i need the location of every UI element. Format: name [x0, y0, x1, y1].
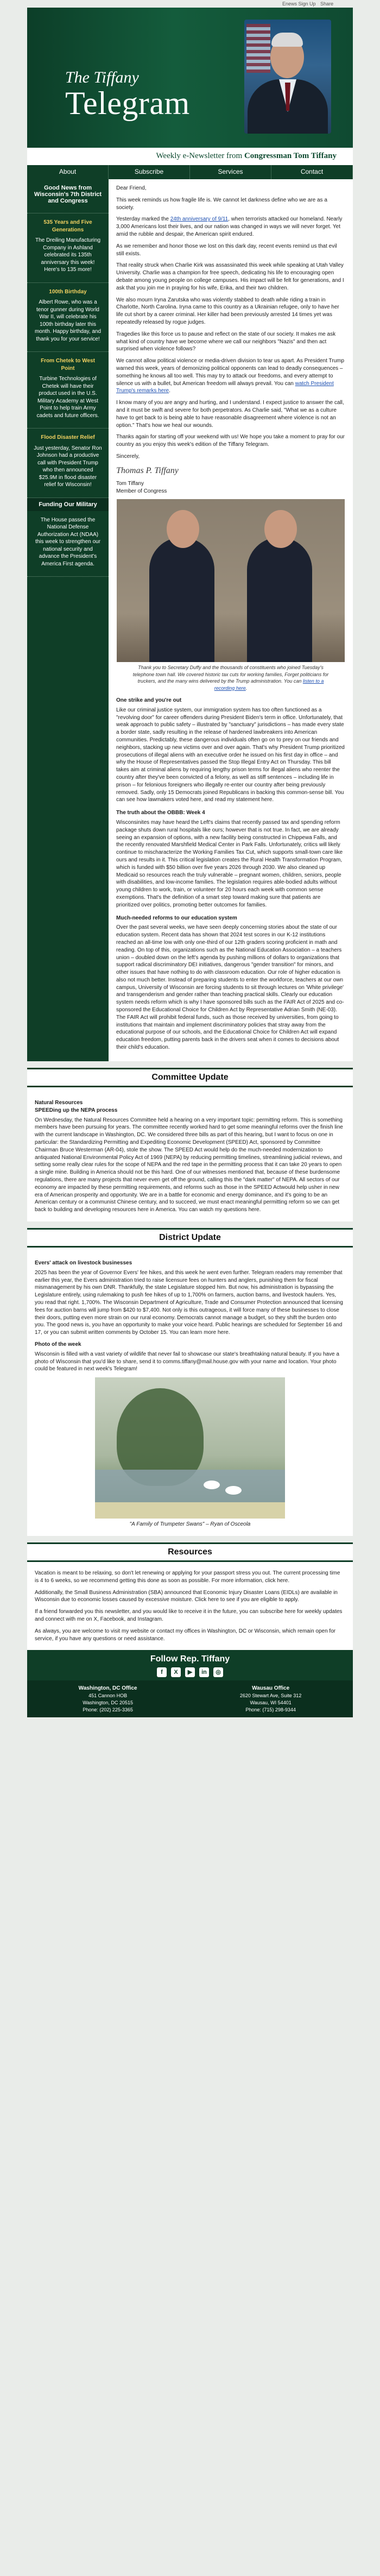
- article-text: 2025 has been the year of Governor Evers' fee hikes, and this week he went even further. Telegram readers may remember that earlier this year, the Evers administration tried to raise licensure fees on hunters and anglers, punishing them for fiscal mismanagement by his own DNR. Thankfully, the state Legislature stopped him. But now, his administration is bypassing the Legislature entirely, using rulemaking to push fee hikes of up to 1,700% on farmers, auction barns, and livestock haulers. Yes, you read that right. 1,700%. The Wisconsin Department of Agriculture, Trade and Consumer Protection announced that licensing fees for auction barns will jump from $420 to $7,400. Not only is this outrageous, it will force many of these businesses to close their doors, putting even more strain on our rural economy. Democrats cannot manage a budget, so they shift the burden onto you. The good news is, you have an opportunity to make your voice heard. Public hearings are scheduled for September 16 and 17, or you can submit written comments by October 15. You can learn more here.: [35, 1269, 343, 1336]
- article-text: On Wednesday, the Natural Resources Committee held a hearing on a very important topic: permitting reform. This is something members have been pursuing for years. The committee recently worked hard to get some meaningful reforms over the finish line with the current landscape in Washington, DC. We considered three bills as part of this hearing, but I want to focus on one in particular: the Standardizing Permitting and Expediting Economic Development (SPEED) Act, sponsored by Committee Chairman Bruce Westerman (AR-04), stole the show. The SPEED Act would help do the much-needed modernization to antiquated National Environmental Policy Act of 1969 (NEPA) by reducing permitting timelines, streamlining judicial reviews, and setting some really clear rules for the scope of NEPA and the red tape in the permitting process that it can take 20 years to open a single mine. Building in America should not be this hard. One of our witnesses mentioned that, because of these burdensome regulations, there are many projects that never even get off the ground, calling this the "dark matter" of NEPA. All sectors of our economy are impacted by these permitting requirements, and reforms such as those in the SPEED Actwould help usher in new era of American prosperity and opportunity. We are in a battle for economic and energy dominance, and it's going to be an American century or a communist Chinese century, and to succeed, we must enact meaningful permitting reform so we can get back to building and developing resources here in America. You can watch my questions here.: [35, 1117, 343, 1213]
- sidebar-item-text[interactable]: The House passed the National Defense Authorization Act (NDAA) this week to strengthen our national security and advance the President's America First agenda.: [35, 517, 101, 567]
- social-icons: [27, 1667, 353, 1677]
- office-phone: Phone: (715) 298-9344: [245, 1706, 296, 1712]
- facebook-icon[interactable]: f: [157, 1667, 167, 1677]
- text-run: , when terrorists attacked our homeland. Nearly 3,000 Americans lost their lives, and our nation was changed in ways we will never forget. Yet amid the rubble and despair, the American spirit endured.: [116, 216, 343, 237]
- sidebar-item-text[interactable]: Just yesterday, Senator Ron Johnson had a productive call with President Trump who then announced $25.9M in flood disaster relief for Wisconsin!: [34, 445, 102, 488]
- sidebar-item-text[interactable]: Turbine Technologies of Chetek will have their product used in the U.S. Military Academy at West Point to help train Army cadets and future officers.: [36, 376, 99, 419]
- x-icon[interactable]: X: [171, 1667, 181, 1677]
- share-link[interactable]: Share: [320, 1, 334, 7]
- article-heading: The truth about the OBBB: Week 4: [116, 810, 205, 816]
- sidebar: [27, 179, 109, 1061]
- article-text: Like our criminal justice system, our immigration system has too often functioned as a "revolving door" for career offenders during President Biden's term in office. Unfortunately, that weak approach to public safety – illustrated by "sanctuary" jurisdictions – has made every state a border state, sadly resulting in the release of hardened lawbreakers into American communities. Predictably, these dangerous individuals often go on to prey on our friends and neighbors, stacking up new victims over and over again. That's why President Trump prioritized prosecutions of illegal aliens with an executive order he issued on his first day in office – and why the House of Representatives passed the Stop Illegal Entry Act on Thursday. This bill takes aim at criminal aliens by requiring lengthy prison terms for illegal aliens who reenter the country after they've been convicted of a felony, as well as stiff sentences – including life in prison – for felonious foreigners who illegally re-enter our country after being previously removed. Sadly, only 15 Democrats joined Republicans in backing this common-sense bill. You can see how lawmakers voted here, and read my statement here.: [116, 707, 345, 803]
- signature: Thomas P. Tiffany: [116, 465, 179, 475]
- office-phone: Phone: (202) 225-3365: [83, 1706, 133, 1712]
- sidebar-item-text[interactable]: Albert Rowe, who was a tenor gunner during World War II, will celebrate his 100th birthday later this month. Happy birthday, and thank you for your service!: [34, 299, 102, 342]
- signer-block: [116, 480, 345, 495]
- person-figure: [149, 537, 214, 662]
- sidebar-filler: [27, 577, 109, 816]
- article-heading: Evers' attack on livestock businesses: [35, 1259, 132, 1266]
- resources-body: [27, 1566, 353, 1650]
- article-text: Wisconsin is filled with a vast variety of wildlife that never fail to showcase our state's breathtaking natural beauty. If you have a photo of Wisconsin that you'd like to share, send it to comms.tiffany@mail.house.gov with your name and location. Your photo could be featured in next week's Telegram!: [35, 1351, 339, 1372]
- portrait-hair: [271, 33, 303, 47]
- town-hall-photo: [117, 499, 345, 662]
- sidebar-item-title: From Chetek to West Point: [41, 358, 95, 371]
- sidebar-item-title: Flood Disaster Relief: [41, 434, 95, 440]
- section-title: Resources: [27, 1542, 353, 1562]
- subtitle-prefix: Weekly e-Newsletter from: [156, 152, 244, 160]
- sidebar-item-westpoint: [27, 352, 109, 429]
- greeting: Dear Friend,: [116, 185, 147, 191]
- article-text: If a friend forwarded you this newsletter, and you would like to receive it in the future, you can subscribe here for weekly updates and connect with me on X, Facebook, and Instagram.: [35, 1609, 343, 1622]
- two-column-body: [27, 179, 353, 1061]
- congressman-portrait: [244, 20, 331, 134]
- instagram-icon[interactable]: ◎: [213, 1667, 223, 1677]
- letter-paragraph: [116, 216, 345, 238]
- article-text: Over the past several weeks, we have seen deeply concerning stories about the state of our education system. Recent data has shown that 2024 test scores in our K-12 institutions reached an all-time low with only one-third of our 12th graders scoring proficient in math and reading. On top of this, organizations such as the National Education Association – a teachers union – doubled down on the left's agenda by pushing millions of dollars to organizations that support radical discriminatory DEI initiatives, dangerous "gender transition" for minors, and other issues that have nothing to do with classroom education. Our role of higher education is also not much better. Instead of preparing students to enter the workforce, teachers at our own campus, University of Wisconsin are forcing students to sit through lectures on 'White privilege' and transgenderism and gender rather than teaching practical skills. Clearly our education system needs reform which is why I have sponsored bills such as the FAIR Act of 2025 and co-sponsored the Educational Choice for Children Act by Representative Adrian Smith (NE-03). The FAIR Act will prohibit federal funds, such as those received by universities, from going to institutions that maintain and implement discriminatory policies that stray away from the educational purpose of our schools, and the Educational Choice for Children Act will expand education freedom, putting parents back in the drivers seat when it comes to decisions about their child's education.: [116, 924, 344, 1051]
- article-text: Wisconsinites may have heard the Left's claims that recently passed tax and spending reform package shuts down rural hospitals like ours; however that is not true. In fact, we are already seeing an expansion of options, with a new facility being constructed in Chippewa Falls, and the recently renovated Marshfield Medical Center in Park Falls. Unfortunately, critics will likely continue to mischaracterize the Working Families Tax Cut, which supports small-town care like ours and results in it. This critical legislation creates the Rural Health Transformation Program, which is funded with $50 billion over five years 2026 through 2030. We also cleaned up Medicaid so resources reach the truly vulnerable – pregnant women, children, seniors, people with disabilities, and low-income families. The legislation requires able-bodied adults without young children to work, train, or volunteer for 20 hours each week with common sense exemptions. That's the definition of a smart step toward making sure that patients are prioritized over politics, promoting better outcomes for families.: [116, 819, 343, 908]
- article-heading: One strike and you're out: [116, 697, 182, 703]
- resources-section: [27, 1542, 353, 1650]
- office-address: Wausau, WI 54401: [250, 1699, 292, 1705]
- nav-services[interactable]: Services: [190, 165, 271, 179]
- committee-body: [27, 1092, 353, 1221]
- photo-caption: "A Family of Trumpeter Swans" – Ryan of Osceola: [129, 1521, 251, 1528]
- 911-link[interactable]: 24th anniversary of 9/11: [170, 216, 229, 223]
- letter-paragraph: Thanks again for starting off your weekend with us! We hope you take a moment to pray for our country as you enjoy this week's edition of the Tiffany Telegram.: [116, 434, 345, 448]
- office-address: 2620 Stewart Ave, Suite 312: [239, 1693, 302, 1699]
- district-section: [27, 1228, 353, 1536]
- enews-signup-link[interactable]: Enews Sign Up: [282, 1, 316, 7]
- person-figure: [247, 537, 312, 662]
- photo-caption: [116, 664, 345, 691]
- signer-title: Member of Congress: [116, 488, 167, 494]
- office-address: Washington, DC 20515: [83, 1699, 133, 1705]
- article-text: As always, you are welcome to visit my website or contact my offices in Washington, DC or Wisconsin, which remain open for service, if you have any questions or need assistance.: [35, 1628, 336, 1642]
- person-head: [167, 510, 199, 548]
- sidebar-item-ndaa: [27, 511, 109, 577]
- office-footer: [27, 1680, 353, 1717]
- sidebar-item-flood-relief: [27, 429, 109, 498]
- sidebar-funding-title: Funding Our Military: [27, 498, 109, 511]
- youtube-icon[interactable]: ▶: [185, 1667, 195, 1677]
- text-run: .: [169, 388, 170, 394]
- text-run: .: [245, 685, 248, 691]
- newsletter-subtitle: [156, 152, 337, 161]
- office-wausau: [240, 1685, 301, 1713]
- sidebar-item-birthday: [27, 283, 109, 352]
- linkedin-icon[interactable]: in: [199, 1667, 209, 1677]
- nav-about[interactable]: About: [27, 165, 109, 179]
- office-dc: [79, 1685, 137, 1713]
- letter-paragraph: We also mourn Iryna Zarutska who was violently stabbed to death while riding a train in Charlotte, North Carolina. Iryna came to this country as a Ukrainian refugee, only to have her life cut short by a career criminal. Her killer had been previously arrested 14 times yet was repeatedly released by rogue judges.: [116, 297, 339, 325]
- flag-graphic: [246, 24, 270, 73]
- nav-subscribe[interactable]: Subscribe: [109, 165, 190, 179]
- article-heading: Much-needed reforms to our education system: [116, 915, 237, 921]
- district-body: [27, 1252, 353, 1536]
- sidebar-item-title: 535 Years and Five Generations: [43, 219, 92, 233]
- newsletter: [27, 8, 353, 1717]
- grass-shape: [95, 1502, 285, 1519]
- letter-paragraph: Tragedies like this force us to pause and reflect on the state of our society. It makes me ask what kind of country have we become where we call our neighbors "Nazis" and then act surprised when violence follows?: [116, 331, 336, 352]
- logo-top: The Tiffany: [65, 68, 139, 86]
- top-utility-bar: [0, 0, 380, 8]
- office-name: Washington, DC Office: [78, 1685, 137, 1692]
- swans-photo: [95, 1377, 285, 1519]
- top-links: [282, 1, 337, 7]
- section-title: Committee Update: [27, 1068, 353, 1087]
- article-text: Additionally, the Small Business Administration (SBA) announced that Economic Injury Disaster Loans (EIDLs) are available in Wisconsin due to economic losses caused by excessive moisture. Click here to see if you are eligible to apply.: [35, 1589, 338, 1603]
- office-name: Wausau Office: [252, 1685, 290, 1692]
- committee-section: [27, 1068, 353, 1221]
- recording-link[interactable]: listen to a recording here: [214, 678, 324, 691]
- text-run: We cannot allow political violence or media-driven division to tear us apart. As President Trump warned this week, years of demonizing political opponents can lead to deadly consequences – something he knows all too well. This may try to attack our freedoms, and every attempt to silence us with a bullet, but American freedom will always prevail. You can: [116, 358, 345, 387]
- subsection-label: Natural Resources: [35, 1099, 83, 1106]
- sidebar-item-title: 100th Birthday: [49, 288, 87, 295]
- signer-name: Tom Tiffany: [116, 480, 144, 487]
- letter-paragraph: This week reminds us how fragile life is. We cannot let darkness define who we are as a society.: [116, 197, 327, 211]
- article-heading: SPEEDing up the NEPA process: [35, 1107, 118, 1113]
- sidebar-item-dreiling: [27, 213, 109, 283]
- nav-contact[interactable]: Contact: [271, 165, 353, 179]
- trump-remarks-link[interactable]: watch President Trump's remarks here: [116, 380, 334, 394]
- sidebar-good-news-title: [27, 179, 109, 213]
- masthead: [27, 8, 353, 164]
- article-text: Vacation is meant to be relaxing, so don't let renewing or applying for your passport stress you out. The current processing time is 4 to 6 weeks, so we recommend getting this done as soon as possible. For more information, click here.: [35, 1570, 340, 1584]
- follow-title: Follow Rep. Tiffany: [150, 1654, 230, 1664]
- text-run: Yesterday marked the: [116, 216, 170, 223]
- follow-bar: [27, 1650, 353, 1680]
- sidebar-heading: Good News from Wisconsin's 7th District and Congress: [34, 185, 102, 204]
- person-head: [264, 510, 297, 548]
- main-column: [109, 179, 353, 1061]
- letter-paragraph: As we remember and honor those we lost on this dark day, recent events remind us that evil still exists.: [116, 243, 337, 257]
- main-nav: [27, 164, 353, 179]
- letter: [109, 179, 353, 1061]
- closing: Sincerely,: [116, 453, 140, 459]
- section-title: District Update: [27, 1228, 353, 1248]
- letter-paragraph: I know many of you are angry and hurting, and I understand. I expect justice to answer the call, and it must be swift and severe for both perpetrators. As Charlie said, "What we as a culture have to get back to is being able to have reasonable disagreement where violence is not an option." That's how we heal our wounds.: [116, 400, 344, 429]
- text-run: Thank you to Secretary Duffy and the thousands of constituents who joined Tuesday's telephone town hall. We covered historic tax cuts for working families, Forget politicians for truckers, and the many wins delivered by the Trump administration. You can: [132, 665, 329, 684]
- letter-paragraph: [116, 357, 345, 395]
- letter-paragraph: That reality struck when Charlie Kirk was assassinated this week while speaking at Utah Valley University. Charlie was a champion for free speech, dedicating his life to encouraging open debate among young people on college campuses. His impact will be felt for generations, and I ask that you join me in praying for his wife, Erika, and their two children.: [116, 262, 344, 291]
- subtitle-name: Congressman Tom Tiffany: [244, 152, 337, 160]
- sidebar-item-text[interactable]: The Dreiling Manufacturing Company in Ashland celebrated its 135th anniversary this week! Here's to 135 more!: [35, 237, 101, 273]
- logo-main: Telegram: [65, 85, 190, 121]
- office-address: 451 Cannon HOB: [88, 1693, 128, 1699]
- article-heading: Photo of the week: [35, 1341, 81, 1347]
